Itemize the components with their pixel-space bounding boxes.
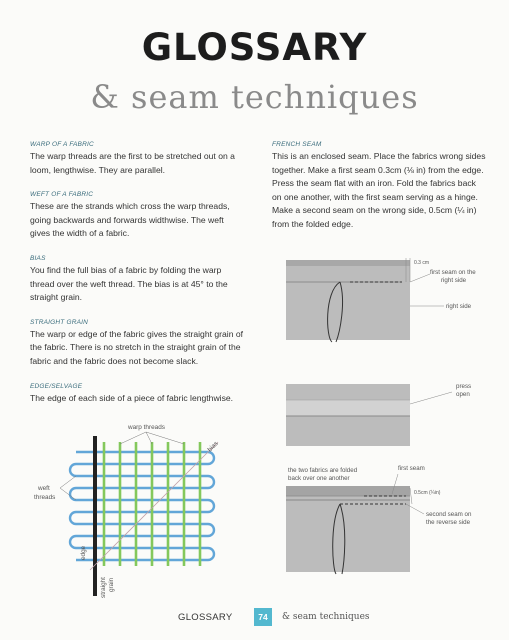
section-text	[30, 392, 265, 406]
weave-diagram	[28, 420, 248, 600]
section-warp	[30, 141, 265, 177]
section-edge-selvage	[30, 383, 265, 406]
section-heading: STRAIGHT GRAIN	[30, 318, 89, 326]
seam-step-2	[286, 383, 471, 446]
footer-title: GLOSSARY	[178, 612, 233, 623]
weft-threads	[70, 452, 214, 560]
section-heading: BIAS	[30, 254, 46, 262]
press-open-label-2: open	[456, 391, 470, 398]
first-seam-right-label-2: right side	[441, 277, 467, 284]
section-straight-grain	[30, 319, 265, 369]
straight-grain-label-line2: grain	[108, 577, 115, 592]
text-line: straight grain.	[30, 292, 83, 303]
section-text	[30, 264, 265, 305]
footer-subtitle: & seam techniques	[282, 612, 370, 622]
first-seam-label: first seam	[398, 465, 425, 472]
text-line: Press the seam flat with an iron. Fold the fabrics back	[272, 178, 476, 189]
text-line: on one another, with the first seam serving as a hinge.	[272, 191, 478, 202]
right-side-label: right side	[446, 303, 472, 310]
section-text	[30, 150, 265, 177]
page-title: GLOSSARY	[141, 26, 368, 69]
left-column	[30, 141, 265, 405]
right-column	[272, 141, 497, 232]
page-subtitle: & seam techniques	[90, 78, 419, 116]
text-line: The edge of each side of a piece of fabric lengthwise.	[30, 392, 234, 403]
text-line: The warp threads are the first to be stretched out on a	[30, 151, 235, 161]
edge-label: edge	[80, 545, 87, 560]
weft-thread-path	[70, 452, 214, 560]
text-line: from the folded edge.	[272, 218, 354, 229]
folded-back-label-1: the two fabrics are folded	[288, 467, 358, 474]
seam-step-3	[286, 465, 472, 574]
measure-03-label: 0.3 cm	[414, 260, 430, 266]
text-line: You find the full bias of a fabric by folding the warp	[30, 264, 222, 275]
text-line: The warp or edge of the fabric gives the straight grain of	[30, 328, 244, 339]
text-line: going backwards and forwards widthwise. The weft	[30, 214, 224, 225]
text-line: This is an enclosed seam. Place the fabrics wrong sides	[272, 151, 486, 161]
first-seam-right-label-1: first seam on the	[430, 269, 476, 276]
text-line: These are the strands which cross the warp threads,	[30, 201, 230, 212]
bias-label: bias	[206, 440, 220, 454]
text-line: loom, lengthwise. They are parallel.	[30, 164, 166, 175]
text-line: together. Make a first seam 0.3cm (⅛ in) from the edge.	[272, 164, 484, 175]
section-weft	[30, 191, 265, 241]
fabric-panel	[286, 486, 410, 572]
text-line: fabric and the fabric does not become slack.	[30, 355, 199, 366]
section-text	[30, 328, 265, 369]
text-line: Make a second seam on the wrong side, 0.5cm (¼ in)	[272, 205, 477, 216]
section-heading: WARP OF A FABRIC	[30, 141, 94, 148]
section-text	[272, 150, 497, 232]
section-bias	[30, 255, 265, 305]
section-heading: WEFT OF A FABRIC	[30, 191, 94, 199]
press-open-label-1: press	[456, 383, 472, 390]
section-heading: EDGE/SELVAGE	[30, 382, 83, 390]
text-line: gives the width of a fabric.	[30, 228, 130, 239]
weft-label-line1: weft	[38, 485, 50, 492]
section-text	[30, 200, 265, 241]
seam-step-1	[286, 258, 476, 342]
second-seam-label-1: second seam on	[426, 511, 472, 518]
second-seam-label-2: the reverse side	[426, 519, 471, 526]
text-line: thread over the weft thread. The bias is at 45° to the	[30, 278, 228, 289]
straight-grain-label-line1: straight	[100, 577, 107, 598]
folded-back-label-2: back over one another	[288, 475, 350, 482]
seam-diagram	[280, 252, 502, 582]
weft-label-line2: threads	[34, 494, 56, 501]
text-line: the fabric. There is no stretch in the straight grain of the	[30, 342, 241, 353]
warp-threads-label: warp threads	[128, 424, 165, 431]
selvage-edge	[93, 436, 97, 596]
section-heading: FRENCH SEAM	[272, 141, 322, 148]
measure-05-label: 0.5cm (¼in)	[414, 490, 441, 496]
fabric-panel	[286, 260, 410, 340]
page-number: 74	[254, 608, 272, 626]
